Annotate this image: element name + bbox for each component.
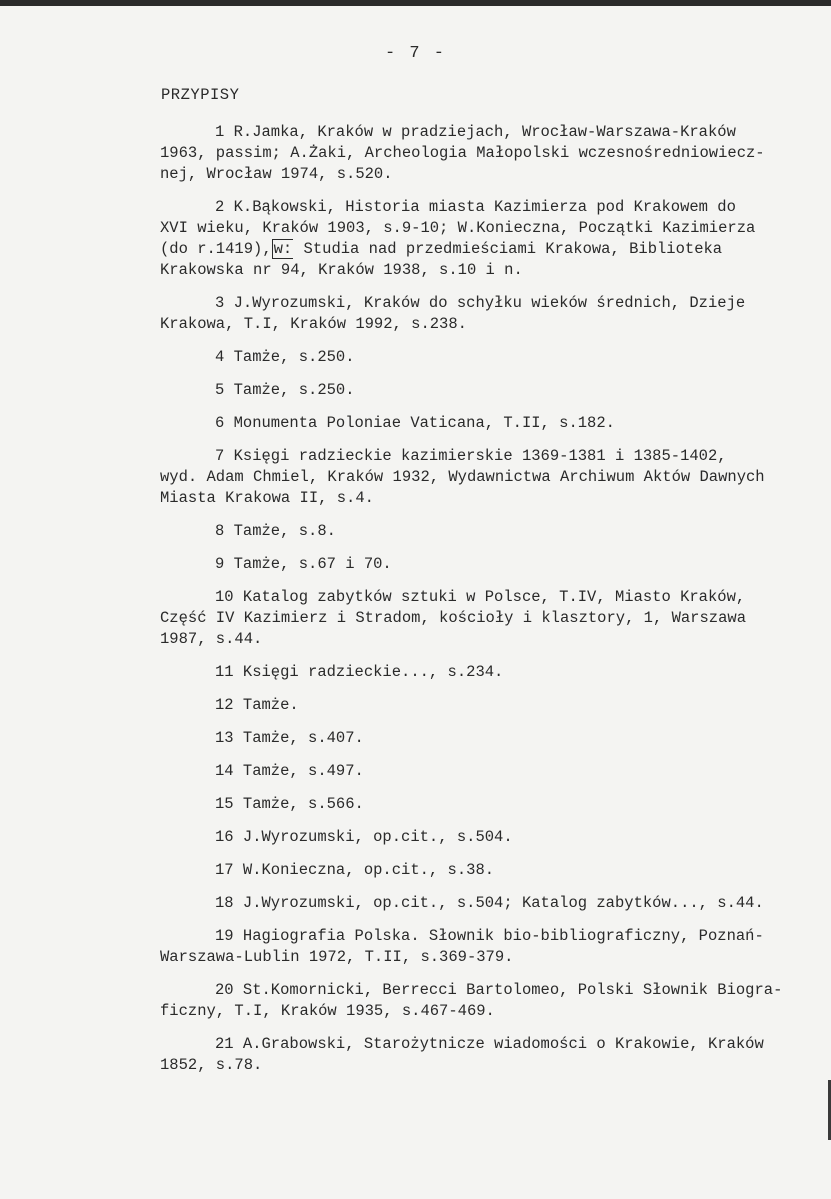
footnote-text: nej, Wrocław 1974, s.520. (160, 165, 393, 183)
footnote-line (160, 239, 820, 260)
footnote-text: 17 W.Konieczna, op.cit., s.38. (215, 861, 495, 879)
footnote-line (160, 1001, 820, 1022)
footnote-line (160, 314, 820, 335)
footnote-text: 2 K.Bąkowski, Historia miasta Kazimierza pod Krakowem do (215, 198, 736, 216)
footnote-text: 20 St.Komornicki, Berrecci Bartolomeo, Polski Słownik Biogra- (215, 981, 783, 999)
footnote-text: 7 Księgi radzieckie kazimierskie 1369-1381 i 1385-1402, (215, 447, 727, 465)
footnote-11 (160, 662, 820, 683)
footnote-text: 1 R.Jamka, Kraków w pradziejach, Wrocław-Warszawa-Kraków (215, 123, 736, 141)
footnote-text: 21 A.Grabowski, Starożytnicze wiadomości o Krakowie, Kraków (215, 1035, 764, 1053)
footnote-text: 10 Katalog zabytków sztuki w Polsce, T.IV, Miasto Kraków, (215, 588, 746, 606)
footnote-text: (do r.1419), (160, 240, 272, 258)
footnote-line (160, 143, 820, 164)
footnote-1 (160, 122, 820, 185)
footnote-12 (160, 695, 820, 716)
footnote-text: 11 Księgi radzieckie..., s.234. (215, 663, 504, 681)
footnote-line (160, 446, 820, 467)
footnote-4 (160, 347, 820, 368)
footnote-line (160, 1055, 820, 1076)
footnote-line (160, 827, 820, 848)
footnote-text: 8 Tamże, s.8. (215, 522, 336, 540)
footnote-text: 14 Tamże, s.497. (215, 762, 364, 780)
footnote-line (160, 662, 820, 683)
footnote-line (160, 488, 820, 509)
footnote-15 (160, 794, 820, 815)
footnote-line (160, 1034, 820, 1055)
footnote-line (160, 260, 820, 281)
footnote-line (160, 521, 820, 542)
footnote-2 (160, 197, 820, 281)
footnote-text: ficzny, T.I, Kraków 1935, s.467-469. (160, 1002, 495, 1020)
footnote-text: 4 Tamże, s.250. (215, 348, 355, 366)
footnote-10 (160, 587, 820, 650)
footnote-text: 6 Monumenta Poloniae Vaticana, T.II, s.182. (215, 414, 615, 432)
footnote-line (160, 926, 820, 947)
footnote-line (160, 608, 820, 629)
page-number: - 7 - (384, 44, 446, 63)
footnote-text: 9 Tamże, s.67 i 70. (215, 555, 392, 573)
footnote-16 (160, 827, 820, 848)
footnote-5 (160, 380, 820, 401)
footnote-text: Miasta Krakowa II, s.4. (160, 489, 374, 507)
section-heading: PRZYPISY (161, 86, 240, 104)
footnote-line (160, 218, 820, 239)
footnote-line (160, 728, 820, 749)
footnote-line (160, 980, 820, 1001)
footnote-13 (160, 728, 820, 749)
footnote-text: 18 J.Wyrozumski, op.cit., s.504; Katalog zabytków..., s.44. (215, 894, 764, 912)
footnote-line (160, 347, 820, 368)
footnote-line (160, 122, 820, 143)
footnote-line (160, 197, 820, 218)
footnote-line (160, 413, 820, 434)
footnote-text: Krakowa, T.I, Kraków 1992, s.238. (160, 315, 467, 333)
footnote-18 (160, 893, 820, 914)
footnote-text: XVI wieku, Kraków 1903, s.9-10; W.Konieczna, Początki Kazimierza (160, 219, 756, 237)
footnote-19 (160, 926, 820, 968)
footnote-20 (160, 980, 820, 1022)
footnote-17 (160, 860, 820, 881)
footnote-text: 1987, s.44. (160, 630, 263, 648)
footnote-line (160, 587, 820, 608)
footnote-8 (160, 521, 820, 542)
footnote-line (160, 695, 820, 716)
footnote-text: 16 J.Wyrozumski, op.cit., s.504. (215, 828, 513, 846)
footnote-6 (160, 413, 820, 434)
footnote-line (160, 947, 820, 968)
scan-top-edge (0, 0, 831, 6)
footnote-7 (160, 446, 820, 509)
footnote-line (160, 293, 820, 314)
footnote-line (160, 761, 820, 782)
footnote-21 (160, 1034, 820, 1076)
footnote-text: Studia nad przedmieściami Krakowa, Biblioteka (294, 240, 723, 258)
bracket-annotation: w: (273, 240, 293, 258)
footnote-text: 5 Tamże, s.250. (215, 381, 355, 399)
footnote-text: 19 Hagiografia Polska. Słownik bio-bibliograficzny, Poznań- (215, 927, 764, 945)
footnote-text: 13 Tamże, s.407. (215, 729, 364, 747)
footnote-line (160, 467, 820, 488)
footnote-text: 15 Tamże, s.566. (215, 795, 364, 813)
footnote-line (160, 380, 820, 401)
footnote-3 (160, 293, 820, 335)
footnote-line (160, 794, 820, 815)
footnote-9 (160, 554, 820, 575)
footnote-text: Krakowska nr 94, Kraków 1938, s.10 i n. (160, 261, 523, 279)
footnotes-list (160, 122, 820, 1088)
footnote-text: Część IV Kazimierz i Stradom, kościoły i klasztory, 1, Warszawa (160, 609, 746, 627)
footnote-text: 1963, passim; A.Żaki, Archeologia Małopolski wczesnośredniowiecz- (160, 144, 765, 162)
footnote-text: 1852, s.78. (160, 1056, 263, 1074)
footnote-line (160, 860, 820, 881)
footnote-line (160, 554, 820, 575)
footnote-line (160, 164, 820, 185)
footnote-14 (160, 761, 820, 782)
footnote-text: wyd. Adam Chmiel, Kraków 1932, Wydawnictwa Archiwum Aktów Dawnych (160, 468, 765, 486)
footnote-text: 3 J.Wyrozumski, Kraków do schyłku wieków średnich, Dzieje (215, 294, 746, 312)
footnote-text: Warszawa-Lublin 1972, T.II, s.369-379. (160, 948, 514, 966)
footnote-line (160, 893, 820, 914)
footnote-line (160, 629, 820, 650)
footnote-text: 12 Tamże. (215, 696, 299, 714)
